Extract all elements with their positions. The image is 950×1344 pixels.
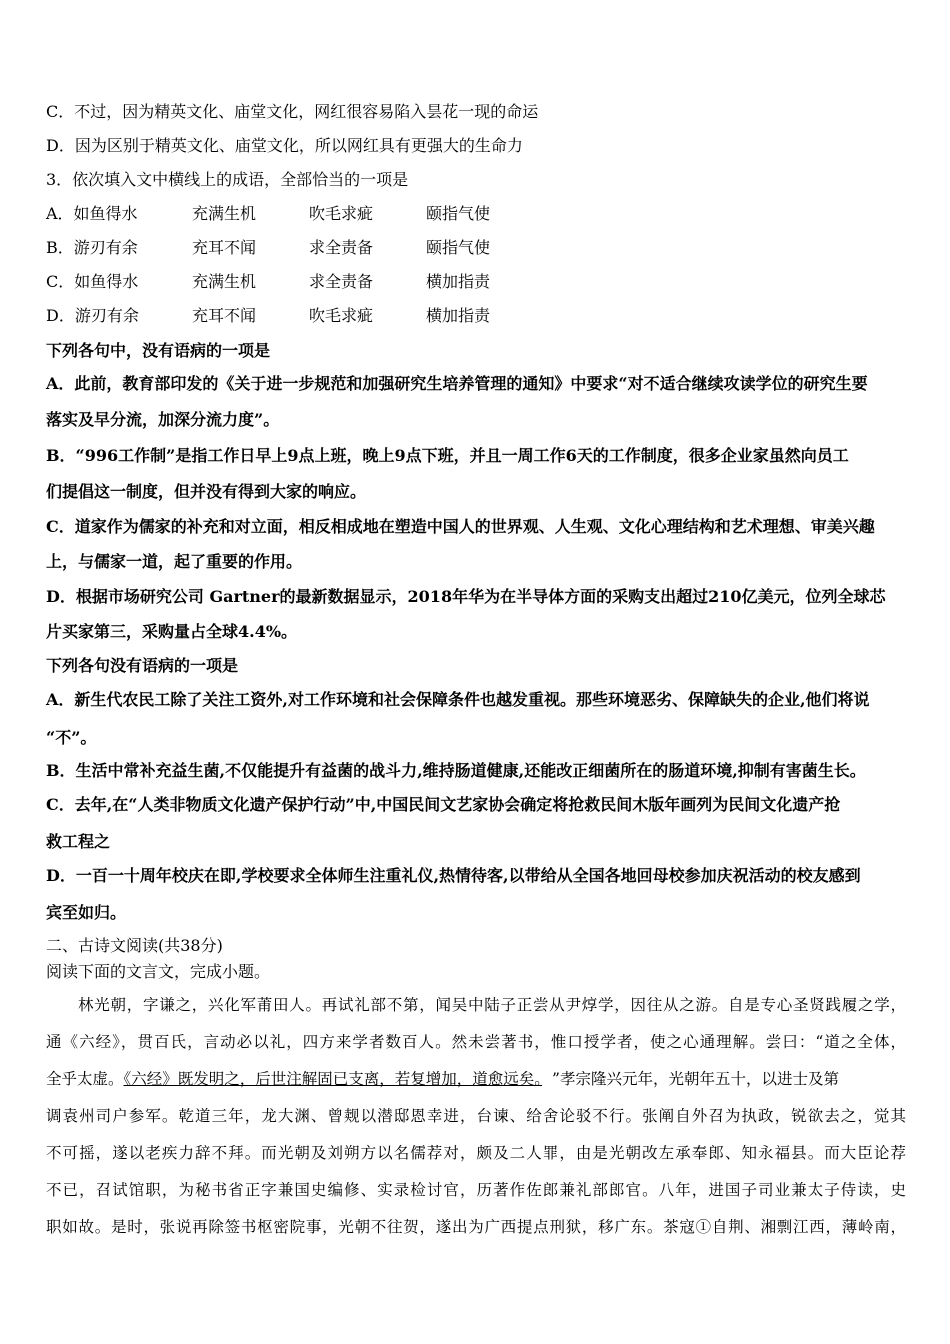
passage-line: 林光朝，字谦之，兴化军莆田人。再试礼部不第，闻吴中陆子正尝从尹焞学，因往从之游。自是专心圣贤践履之学， xyxy=(78,996,906,1014)
q3-option-a xyxy=(46,204,490,224)
q2-option-c: C．不过，因为精英文化、庙堂文化，网红很容易陷入昙花一现的命运 xyxy=(46,102,539,121)
passage-fragment: ”孝宗隆兴元年，光朝年五十，以进士及第 xyxy=(552,1070,839,1088)
q4-option-d-line1: D．根据市场研究公司 Gartner的最新数据显示，2018年华为在半导体方面的采购支出超过210亿美元，位列全球芯 xyxy=(46,587,886,606)
q4-stem: 下列各句中，没有语病的一项是 xyxy=(46,341,271,360)
q5-option-d-line1: D．一百一十周年校庆在即,学校要求全体师生注重礼仪,热情待客,以带给从全国各地回母校参加庆祝活动的校友感到 xyxy=(46,866,861,885)
passage-line: 调袁州司户参军。乾道三年，龙大渊、曾觌以潜邸恩幸进，台谏、给舍论驳不行。张阐自外召为执政，锐欲去之，觉其 xyxy=(46,1107,906,1125)
q4-option-c-line2: 上，与儒家一道，起了重要的作用。 xyxy=(46,552,303,571)
option-word: 充耳不闻 xyxy=(192,238,257,257)
q4-option-b-line1: B．“996工作制”是指工作日早上9点上班，晚上9点下班，并且一周工作6天的工作制度，很多企业家虽然向员工 xyxy=(46,446,849,465)
option-word: 颐指气使 xyxy=(426,204,491,223)
option-label: C．如鱼得水 xyxy=(46,272,139,291)
option-word: 充耳不闻 xyxy=(192,306,257,325)
section-title: 二、古诗文阅读(共38分) xyxy=(46,936,223,955)
q4-option-b-line2: 们提倡这一制度，但并没有得到大家的响应。 xyxy=(46,482,367,501)
q2-option-d: D．因为区别于精英文化、庙堂文化，所以网红具有更强大的生命力 xyxy=(46,136,523,155)
q5-stem: 下列各句没有语病的一项是 xyxy=(46,656,239,675)
q4-option-a-line2: 落实及早分流，加深分流力度”。 xyxy=(46,410,280,429)
q5-option-a-line2: “不”。 xyxy=(46,728,97,747)
q4-option-a-line1: A．此前，教育部印发的《关于进一步规范和加强研究生培养管理的通知》中要求“对不适合继续攻读学位的研究生要 xyxy=(46,374,868,393)
option-word: 横加指责 xyxy=(426,306,491,325)
option-word: 求全责备 xyxy=(309,238,374,257)
q3-option-c xyxy=(46,272,490,292)
passage-line: 不可摇，遂以老疾力辞不拜。而光朝及刘朔方以名儒荐对，颇及二人罪，由是光朝改左承奉郎、知永福县。而大臣论荐 xyxy=(46,1144,906,1162)
q3-option-b xyxy=(46,238,490,258)
passage-line: 不已，召试馆职，为秘书省正字兼国史编修、实录检讨官，历著作佐郎兼礼部郎官。八年，进国子司业兼太子侍读，史 xyxy=(46,1181,906,1199)
option-word: 颐指气使 xyxy=(426,238,491,257)
q3-stem: 3．依次填入文中横线上的成语，全部恰当的一项是 xyxy=(46,170,409,189)
q5-option-d-line2: 宾至如归。 xyxy=(46,903,127,922)
q5-option-a-line1: A．新生代农民工除了关注工资外,对工作环境和社会保障条件也越发重视。那些环境恶劣、保障缺失的企业,他们将说 xyxy=(46,690,870,709)
option-word: 求全责备 xyxy=(309,272,374,291)
passage-line: 通《六经》，贯百氏，言动必以礼，四方来学者数百人。然未尝著书，惟口授学者，使之心通理解。尝曰：“道之全体， xyxy=(46,1033,906,1051)
option-word: 充满生机 xyxy=(192,272,257,291)
option-word: 吹毛求疵 xyxy=(309,306,374,325)
option-label: B．游刃有余 xyxy=(46,238,138,257)
q4-option-c-line1: C．道家作为儒家的补充和对立面，相反相成地在塑造中国人的世界观、人生观、文化心理结构和艺术理想、审美兴趣 xyxy=(46,517,875,536)
q5-option-c-line1: C．去年,在“人类非物质文化遗产保护行动”中,中国民间文艺家协会确定将抢救民间木版年画列为民间文化遗产抢 xyxy=(46,795,841,814)
option-label: D．游刃有余 xyxy=(46,306,139,325)
option-word: 横加指责 xyxy=(426,272,491,291)
option-label: A．如鱼得水 xyxy=(46,204,138,223)
q5-option-b-line1: B．生活中常补充益生菌,不仅能提升有益菌的战斗力,维持肠道健康,还能改正细菌所在的肠道环境,抑制有害菌生长。 xyxy=(46,761,866,780)
option-word: 充满生机 xyxy=(192,204,257,223)
passage-line: 职如故。是时，张说再除签书枢密院事，光朝不往贺，遂出为广西提点刑狱，移广东。茶寇①自荆、湘剽江西，薄岭南， xyxy=(46,1218,906,1236)
q3-option-d xyxy=(46,306,490,326)
passage-fragment: 全乎太虚。 xyxy=(46,1070,124,1088)
q5-option-c-line2: 救工程之 xyxy=(46,832,111,851)
underlined-sentence: 《六经》既发明之，后世注解固已支离，若复增加，道愈远矣。 xyxy=(123,1070,543,1088)
option-word: 吹毛求疵 xyxy=(309,204,374,223)
q4-option-d-line2: 片买家第三，采购量占全球4.4%。 xyxy=(46,622,298,641)
section-instruction: 阅读下面的文言文，完成小题。 xyxy=(46,962,271,981)
passage-line-mixed xyxy=(46,1069,906,1089)
